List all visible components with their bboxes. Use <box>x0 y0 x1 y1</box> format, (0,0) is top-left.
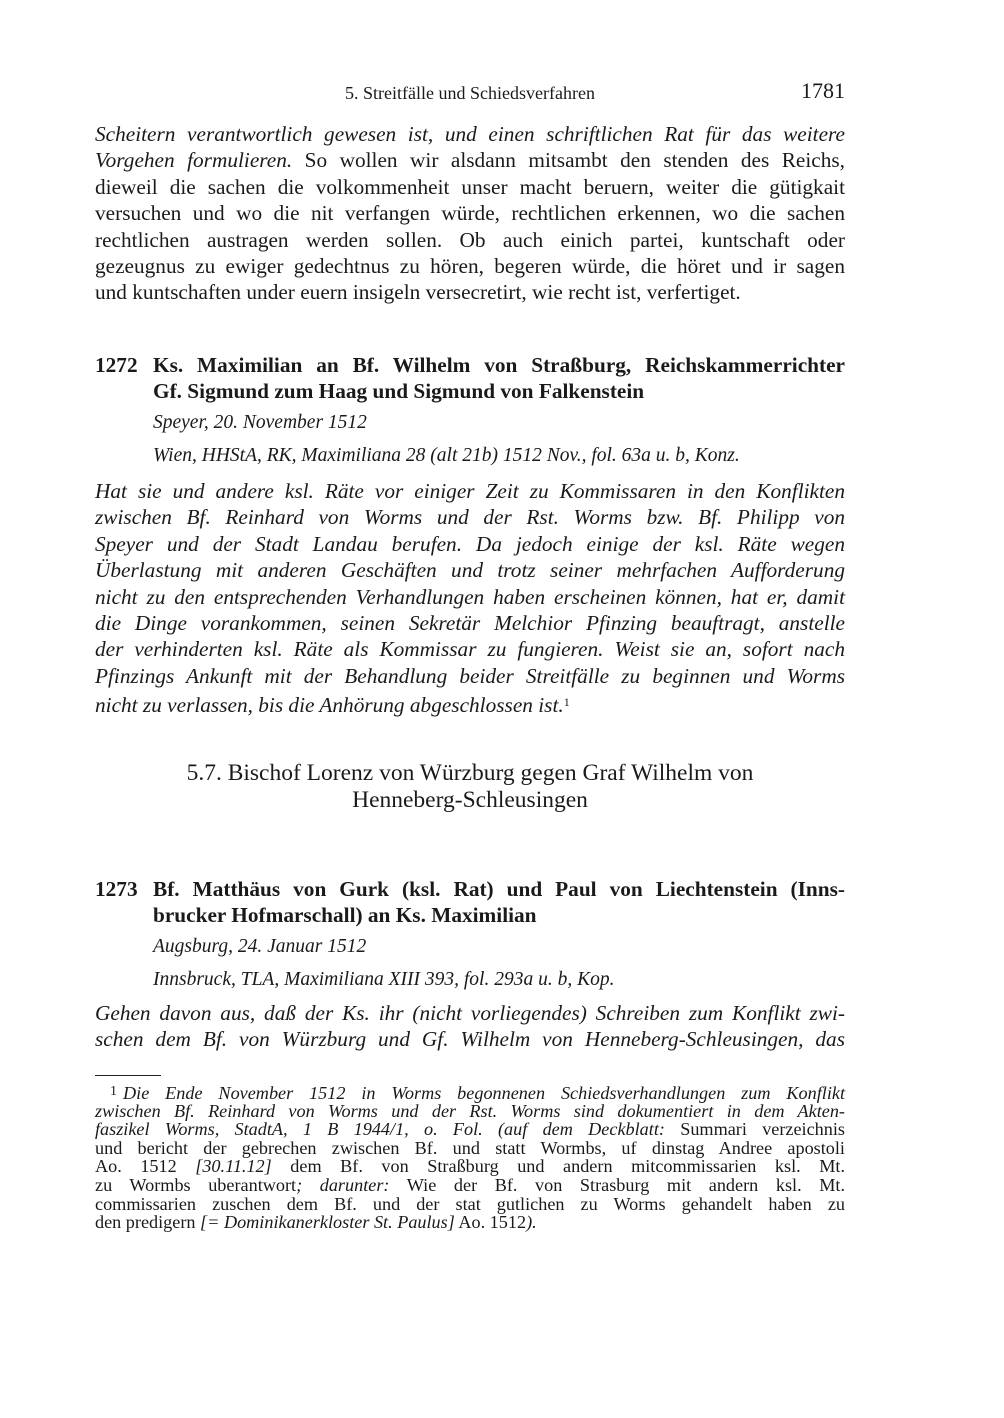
page-number: 1781 <box>801 78 845 103</box>
text-line <box>95 504 845 530</box>
text-line <box>95 147 845 173</box>
text-line <box>95 253 845 279</box>
entry-title-line: Gf. Sigmund zum Haag und Sigmund von Falkenstein <box>153 379 645 404</box>
text-line <box>95 227 845 253</box>
text-segment: commissarien zuschen dem Bf. und der stat gutlichen zu Worms gehandelt haben zu <box>95 1193 845 1214</box>
text-segment: Ao. 1512 <box>95 1156 196 1177</box>
footnote-number: 1 <box>110 1084 117 1099</box>
text-segment: die Dinge vorankommen, seinen Sekretär Melchior Pfinzing beauftragt, anstelle <box>95 610 845 635</box>
footnote-reference: 1 <box>563 695 570 710</box>
text-segment: Ao. 1512 <box>454 1212 527 1233</box>
entry-title <box>153 876 845 929</box>
text-line <box>95 636 845 662</box>
entry-summary <box>95 1000 845 1053</box>
text-segment: zwischen Bf. Reinhard von Worms und der Rst. Worms sind dokumentiert in dem Akten- <box>95 1100 845 1121</box>
text-segment: Summari verzeichnis <box>664 1119 846 1140</box>
footnote <box>95 1083 845 1232</box>
text-segment: Speyer und der Stadt Landau berufen. Da jedoch einige der ksl. Räte wegen <box>95 531 845 556</box>
text-segment: den predigern <box>95 1212 201 1233</box>
text-line <box>95 531 845 557</box>
text-segment: Die Ende November 1512 in Worms begonnenen Schiedsverhandlungen zum Konflikt <box>123 1083 845 1103</box>
text-segment: nicht zu den entsprechenden Verhandlungen haben erscheinen können, hat er, damit <box>95 584 845 609</box>
text-segment: ). <box>526 1212 537 1233</box>
text-segment: nicht zu verlassen, bis die Anhörung abgeschlossen ist. <box>95 693 564 718</box>
entry-number: 1272 <box>95 353 138 377</box>
text-segment: ; darunter: <box>296 1174 390 1195</box>
text-segment: Hat sie und andere ksl. Räte vor einiger Zeit zu Kommissaren in den Konflikten <box>95 479 845 503</box>
section-heading-line: Henneberg-Schleusingen <box>352 787 588 813</box>
entry-place-date: Augsburg, 24. Januar 1512 <box>153 936 367 957</box>
entry-title-line: brucker Hofmarschall) an Ks. Maximilian <box>153 903 537 928</box>
text-segment: versuchen und wo die nit verfangen würde, rechtlichen erkennen, wo die sachen <box>95 201 845 226</box>
text-segment: und kuntschaften under euern insigeln versecretirt, wie recht ist, verfertiget. <box>95 280 741 305</box>
text-line <box>95 1213 845 1232</box>
text-segment: Scheitern verantwortlich gewesen ist, und einen schriftlichen Rat für das weitere <box>95 122 845 146</box>
text-line <box>95 1195 845 1214</box>
text-line <box>95 174 845 200</box>
text-segment: Gehen davon aus, daß der Ks. ihr (nicht vorliegendes) Schreiben zum Konflikt zwi- <box>95 1001 845 1025</box>
text-line <box>95 557 845 583</box>
text-line <box>95 1176 845 1195</box>
entry-number: 1273 <box>95 877 138 901</box>
text-segment: [30.11.12] <box>195 1156 272 1177</box>
text-line <box>95 584 845 610</box>
entry-title-line: Bf. Matthäus von Gurk (ksl. Rat) und Paul von Liechtenstein (Inns- <box>153 877 845 901</box>
text-line <box>95 1157 845 1176</box>
running-title: 5. Streitfälle und Schiedsverfahren <box>345 83 595 103</box>
text-segment: gezeugnus zu ewiger gedechtnus zu hören, begeren würde, die höret und ir sagen <box>95 253 845 278</box>
text-segment: dem Bf. von Straßburg und andern mitcommissarien ksl. Mt. <box>271 1156 846 1177</box>
text-segment: faszikel Worms, StadtA, 1 B 1944/1, o. Fol. (auf dem Deckblatt: <box>95 1119 665 1140</box>
text-line <box>95 1026 845 1052</box>
entry-summary <box>95 478 845 716</box>
text-line <box>95 1120 845 1139</box>
text-line <box>95 200 845 226</box>
intro-paragraph <box>95 121 845 306</box>
text-segment: Pfinzings Ankunft mit der Behandlung beider Streitfälle zu beginnen und Worms <box>95 663 845 688</box>
text-segment: Wie der Bf. von Strasburg mit andern ksl. Mt. <box>389 1174 845 1195</box>
footnote-rule <box>95 1075 161 1076</box>
text-segment: der verhinderten ksl. Räte als Kommissar zu fungieren. Weist sie an, sofort nach <box>95 637 845 662</box>
entry-title-line: Ks. Maximilian an Bf. Wilhelm von Straßburg, Reichskammerrichter <box>153 353 845 377</box>
entry-place-date: Speyer, 20. November 1512 <box>153 412 367 433</box>
text-line <box>95 1000 845 1026</box>
text-segment: und bericht der gebrechen zwischen Bf. und statt Wormbs, uf dinstag Andree apostoli <box>95 1137 845 1158</box>
text-line <box>95 279 845 305</box>
text-segment: schen dem Bf. von Würzburg und Gf. Wilhelm von Henneberg-Schleusingen, das <box>95 1027 845 1052</box>
text-line <box>95 1102 845 1121</box>
section-heading <box>95 760 845 814</box>
text-line <box>95 663 845 689</box>
text-line <box>95 121 845 147</box>
text-segment: zwischen Bf. Reinhard von Worms und der Rst. Worms bzw. Bf. Philipp von <box>95 505 845 530</box>
section-heading-line: 5.7. Bischof Lorenz von Würzburg gegen Graf Wilhelm von <box>186 760 754 786</box>
text-segment: So wollen wir alsdann mitsambt den stenden des Reichs, <box>292 148 845 173</box>
text-line <box>95 1139 845 1158</box>
text-line <box>95 689 845 718</box>
text-segment: [= Dominikanerkloster St. Paulus] <box>200 1212 455 1233</box>
text-line <box>95 478 845 504</box>
text-segment: dieweil die sachen die volkommenheit unser macht beruern, weiter die gütigkait <box>95 174 845 199</box>
text-segment: zu Wormbs uberantwort <box>95 1174 297 1195</box>
entry-title <box>153 352 845 405</box>
text-segment: Überlastung mit anderen Geschäften und trotz seiner mehrfachen Aufforderung <box>95 558 845 583</box>
text-segment: rechtlichen austragen werden sollen. Ob auch einich partei, kuntschaft oder <box>95 227 845 252</box>
text-line <box>95 1083 845 1102</box>
entry-source: Innsbruck, TLA, Maximiliana XIII 393, fol. 293a u. b, Kop. <box>153 969 615 990</box>
entry-source: Wien, HHStA, RK, Maximiliana 28 (alt 21b) 1512 Nov., fol. 63a u. b, Konz. <box>153 445 740 466</box>
running-head <box>95 80 845 106</box>
text-line <box>95 610 845 636</box>
text-segment: Vorgehen formulieren. <box>95 148 293 173</box>
